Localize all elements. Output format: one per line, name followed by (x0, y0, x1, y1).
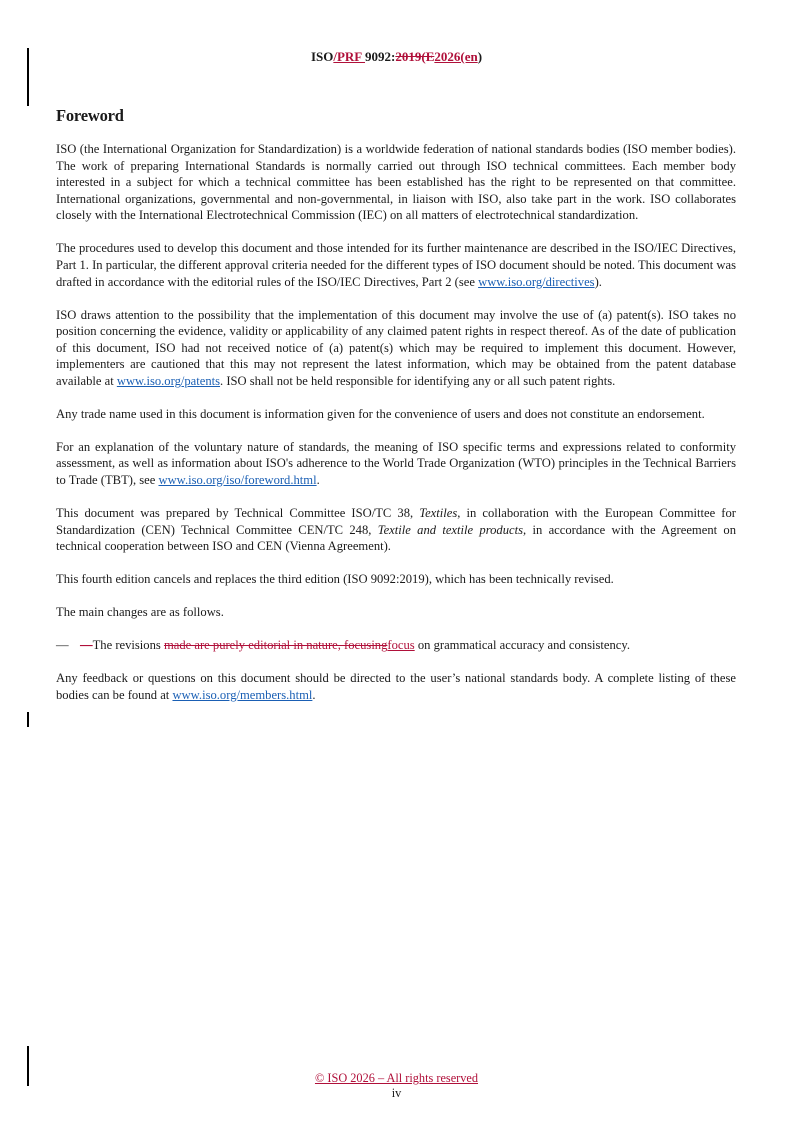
cen-committee-title: Textile and textile products, (377, 522, 527, 537)
paragraph-5 (56, 439, 736, 489)
list-dash: — (56, 638, 69, 653)
paragraph-1: ISO (the International Organization for Standardization) is a worldwide federation of national standards bodies (ISO member bodies). The work of preparing International Standards is normally carried out through ISO technical committees. Each member body interested in a subject for which a technical committee has been established has the right to be represented on that committee. International organizations, governmental and non-governmental, in liaison with ISO, also take part in the work. ISO collaborates closely with the International Electrotechnical Commission (IEC) on all matters of electrotechnical standardization. (56, 142, 736, 223)
header-prefix: ISO (310, 49, 334, 64)
paragraph-3 (56, 307, 736, 390)
copyright-notice: © ISO 2026 – All rights reserved (314, 1071, 479, 1085)
header-deleted-year: 2019(E (395, 49, 435, 64)
paragraph-8: The main changes are as follows. (56, 605, 224, 620)
page-title: Foreword (56, 106, 124, 125)
members-link[interactable]: www.iso.org/members.html (172, 687, 313, 702)
header-suffix: ) (477, 49, 483, 64)
committee-title: Textiles (419, 506, 458, 521)
directives-link[interactable]: www.iso.org/directives (478, 274, 595, 289)
paragraph-text: ISO draws attention to the possibility that the implementation of this document may involve the use of (a) patent(s). ISO takes no position concerning the evidence, validity or applicability of any claimed patent rights in respect thereof. As of the date of publication of this document, ISO had not received notice of (a) patent(s) which may be required to implement this document. However, implementers are cautioned that this may not represent the latest information, which may be obtained from the patent database available at (56, 307, 736, 388)
changes-list-item (56, 637, 736, 654)
header-number: 9092: (365, 49, 396, 64)
inserted-text: focus (387, 638, 415, 653)
page-number: iv (391, 1086, 402, 1100)
patents-link[interactable]: www.iso.org/patents (116, 373, 221, 388)
paragraph-text: on grammatical accuracy and consistency. (414, 638, 630, 653)
paragraph-text: The revisions (92, 638, 164, 653)
paragraph-7: This fourth edition cancels and replaces the third edition (ISO 9092:2019), which has been technically revised. (56, 572, 614, 587)
paragraph-text: ). (594, 274, 602, 289)
paragraph-text: . ISO shall not be held responsible for identifying any or all such patent rights. (220, 373, 616, 388)
paragraph-text: . (312, 687, 316, 702)
change-bar-list (27, 712, 29, 727)
paragraph-2 (56, 240, 736, 290)
paragraph-text: For an explanation of the voluntary nature of standards, the meaning of ISO specific terms and expressions related to conformity assessment, as well as information about ISO's adherence to the World Trade Organization (WTO) principles in the Technical Barriers to Trade (TBT), see (56, 439, 736, 488)
paragraph-text: Any feedback or questions on this document should be directed to the user’s national standards body. A complete listing of these bodies can be found at (56, 671, 736, 702)
deleted-text: made are purely editorial in nature, focusing (163, 638, 388, 653)
paragraph-text: in accordance with the Agreement on technical cooperation between ISO and CEN (Vienna Agreement). (56, 522, 737, 554)
paragraph-6 (56, 505, 736, 555)
paragraph-text: . (316, 473, 320, 488)
paragraph-4: Any trade name used in this document is information given for the convenience of users and does not constitute an endorsement. (56, 406, 705, 421)
page-footer (0, 1071, 793, 1101)
foreword-link[interactable]: www.iso.org/iso/foreword.html (158, 473, 317, 488)
paragraph-text: This document was prepared by Technical Committee ISO/TC 38, (56, 506, 420, 521)
foreword-body (56, 141, 736, 720)
header-inserted-prf: /PRF (333, 49, 366, 64)
document-header (0, 49, 793, 65)
paragraph-text: The procedures used to develop this document and those intended for its further maintenance are described in the ISO/IEC Directives, Part 1. In particular, the different approval criteria needed for the different types of ISO document should be noted. This document was drafted in accordance with the editorial rules of the ISO/IEC Directives, Part 2 (see (56, 241, 736, 289)
list-item-text (80, 637, 736, 654)
header-inserted-year: 2026(en (434, 49, 478, 64)
paragraph-9 (56, 670, 736, 703)
paragraph-text: , in collaboration with the European Committee for Standardization (CEN) Technical Committee CEN/TC 248, (56, 506, 736, 537)
deleted-dash: — (80, 638, 93, 653)
